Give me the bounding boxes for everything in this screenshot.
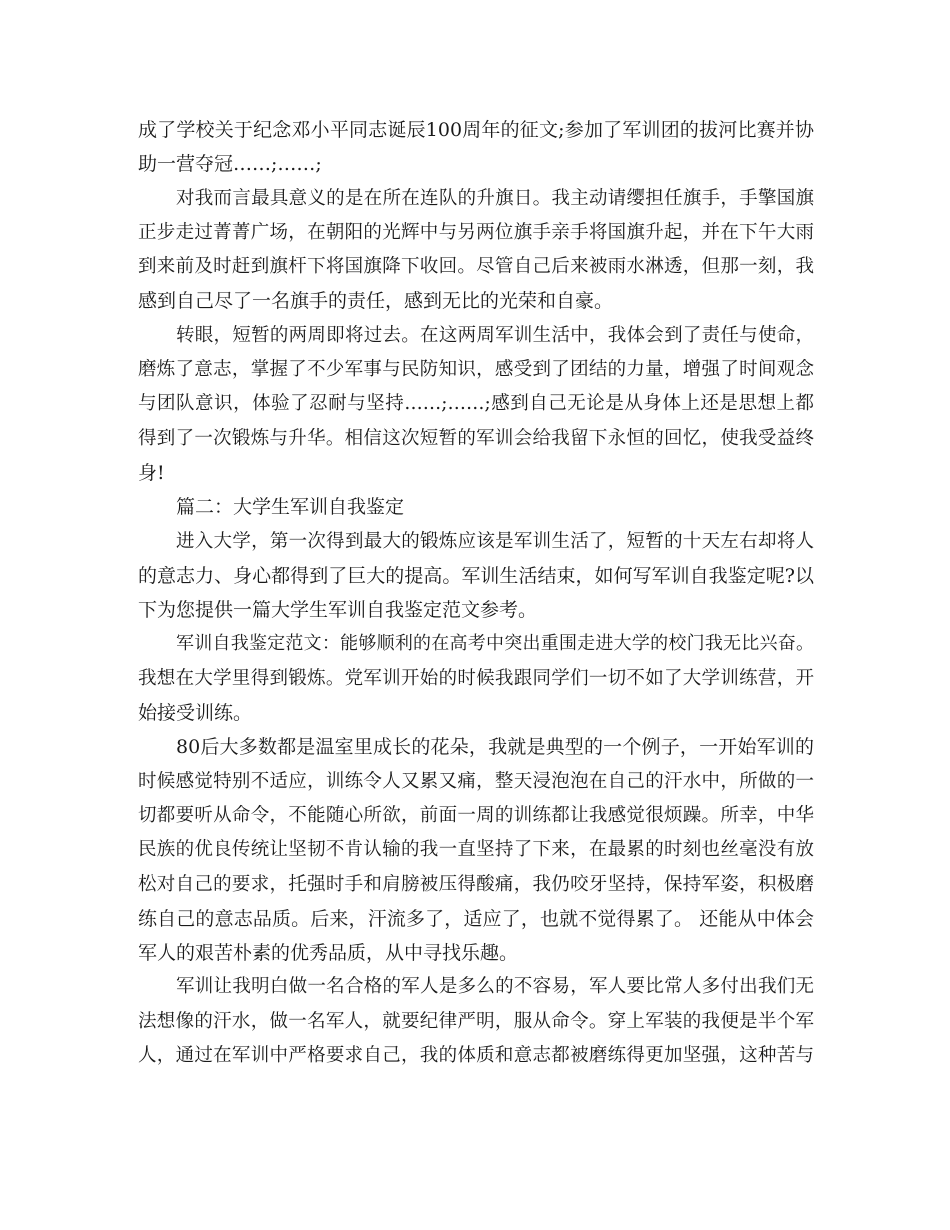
text-line: 对我而言最具意义的是在所在连队的升旗日。我主动请缨担任旗手，手擎国旗 bbox=[176, 187, 814, 209]
text-line: 军人的艰苦朴素的优秀品质，从中寻找乐趣。 bbox=[138, 942, 519, 965]
text-line: 助一营夺冠……;……; bbox=[138, 153, 322, 176]
text-line: 正步走过菁菁广场，在朝阳的光辉中与另两位旗手亲手将国旗升起，并在下午大雨 bbox=[138, 221, 814, 243]
text-line: 篇二：大学生军训自我鉴定 bbox=[176, 496, 405, 519]
text-line: 80后大多数都是温室里成长的花朵，我就是典型的一个例子，一开始军训的 bbox=[176, 736, 814, 759]
text-line: 进入大学，第一次得到最大的锻炼应该是军训生活了，短暂的十天左右却将人 bbox=[176, 530, 814, 552]
text-line: 身! bbox=[138, 461, 165, 484]
text-line: 始接受训练。 bbox=[138, 702, 253, 725]
text-line: 磨炼了意志，掌握了不少军事与民防知识，感受到了团结的力量，增强了时间观念 bbox=[138, 359, 814, 381]
text-line: 我想在大学里得到锻炼。党军训开始的时候我跟同学们一切不如了大学训练营，开 bbox=[138, 667, 814, 689]
text-line: 法想像的汗水，做一名军人，就要纪律严明，服从命令。穿上军装的我便是半个军 bbox=[138, 1010, 814, 1032]
text-line: 松对自己的要求，托强时手和肩膀被压得酸痛，我仍咬牙坚持，保持军姿，积极磨 bbox=[138, 873, 814, 895]
text-line: 得到了一次锻炼与升华。相信这次短暂的军训会给我留下永恒的回忆，使我受益终 bbox=[138, 427, 814, 449]
text-line: 下为您提供一篇大学生军训自我鉴定范文参考。 bbox=[138, 599, 538, 622]
text-line: 人，通过在军训中严格要求自己，我的体质和意志都被磨练得更加坚强，这种苦与 bbox=[138, 1045, 814, 1067]
text-line: 时候感觉特别不适应，训练令人又累又痛，整天浸泡泡在自己的汗水中，所做的一 bbox=[138, 770, 814, 792]
text-line: 民族的优良传统让坚韧不肯认输的我一直坚持了下来，在最累的时刻也丝毫没有放 bbox=[138, 839, 814, 861]
text-line: 军训自我鉴定范文：能够顺利的在高考中突出重围走进大学的校门我无比兴奋。 bbox=[176, 633, 814, 655]
text-line: 到来前及时赶到旗杆下将国旗降下收回。尽管自己后来被雨水淋透，但那一刻，我 bbox=[138, 256, 814, 278]
text-line: 成了学校关于纪念邓小平同志诞辰100周年的征文;参加了军训团的拔河比赛并协 bbox=[138, 119, 814, 141]
text-line: 切都要听从命令，不能随心所欲，前面一周的训练都让我感觉很烦躁。所幸，中华 bbox=[138, 804, 814, 826]
text-line: 的意志力、身心都得到了巨大的提高。军训生活结束，如何写军训自我鉴定呢?以 bbox=[138, 564, 814, 587]
text-line: 感到自己尽了一名旗手的责任，感到无比的光荣和自豪。 bbox=[138, 290, 614, 313]
document-body bbox=[138, 113, 814, 1073]
text-line: 与团队意识，体验了忍耐与坚持……;……;感到自己无论是从身体上还是思想上都 bbox=[138, 393, 814, 415]
text-line: 转眼，短暂的两周即将过去。在这两周军训生活中，我体会到了责任与使命， bbox=[176, 324, 814, 346]
text-line: 军训让我明白做一名合格的军人是多么的不容易，军人要比常人多付出我们无 bbox=[176, 976, 814, 998]
text-line: 练自己的意志品质。后来，汗流多了，适应了，也就不觉得累了。 还能从中体会 bbox=[138, 907, 814, 930]
